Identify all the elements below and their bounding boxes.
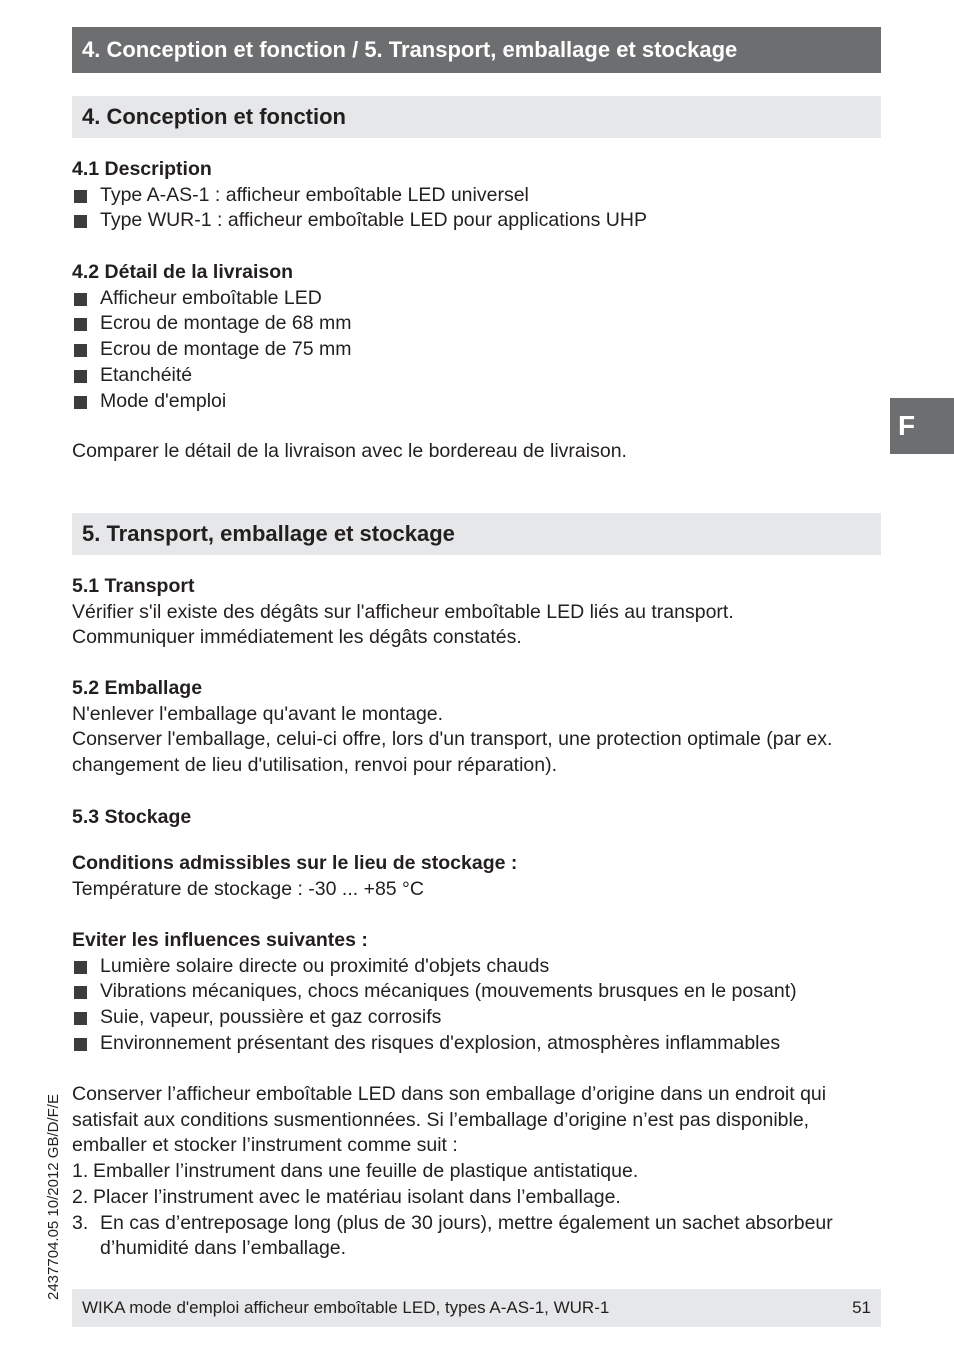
avoid-list <box>72 954 884 1057</box>
section-4-title: 4. Conception et fonction <box>72 96 881 138</box>
page-footer <box>72 1289 881 1327</box>
list-item: Type WUR-1 : afficheur emboîtable LED pour applications UHP <box>72 208 884 234</box>
heading-5-3: 5.3 Stockage <box>72 806 192 828</box>
square-bullet-icon <box>74 396 87 409</box>
avoid-heading: Eviter les influences suivantes : <box>72 929 368 951</box>
storage-instructions <box>72 1082 884 1262</box>
section-5-1 <box>72 574 884 651</box>
section-5-3 <box>72 805 884 831</box>
heading-5-2: 5.2 Emballage <box>72 677 203 699</box>
avoid-influences <box>72 928 884 1057</box>
document-code: 2437704.05 10/2012 GB/D/F/E <box>45 1094 62 1300</box>
description-list <box>72 183 884 234</box>
packaging-line: Conserver l'emballage, celui-ci offre, lors d'un transport, une protection optimale (par ex. <box>72 728 833 751</box>
list-item: 1. Emballer l’instrument dans une feuille de plastique antistatique. <box>72 1160 639 1183</box>
packaging-line: changement de lieu d'utilisation, renvoi pour réparation). <box>72 754 558 777</box>
square-bullet-icon <box>74 1038 87 1051</box>
list-item: Type A-AS-1 : afficheur emboîtable LED universel <box>72 183 884 209</box>
transport-line: Vérifier s'il existe des dégâts sur l'afficheur emboîtable LED liés au transport. <box>72 600 734 623</box>
square-bullet-icon <box>74 344 87 357</box>
square-bullet-icon <box>74 370 87 383</box>
section-5-title: 5. Transport, emballage et stockage <box>72 513 881 555</box>
storage-temperature: Température de stockage : -30 ... +85 °C <box>72 877 424 900</box>
section-4-2 <box>72 260 884 414</box>
list-item: Afficheur emboîtable LED <box>72 286 884 312</box>
square-bullet-icon <box>74 293 87 306</box>
list-item: Etanchéité <box>72 363 884 389</box>
square-bullet-icon <box>74 986 87 999</box>
list-item: Ecrou de montage de 68 mm <box>72 311 884 337</box>
list-item: Ecrou de montage de 75 mm <box>72 337 884 363</box>
conditions-heading: Conditions admissibles sur le lieu de stockage : <box>72 852 518 874</box>
page-number: 51 <box>852 1298 871 1317</box>
storage-line: satisfait aux conditions susmentionnées. Si l’emballage d’origine n’est pas disponible, <box>72 1108 810 1131</box>
heading-5-1: 5.1 Transport <box>72 575 195 597</box>
delivery-list <box>72 286 884 415</box>
storage-steps <box>72 1159 884 1262</box>
list-item: Mode d'emploi <box>72 389 884 415</box>
square-bullet-icon <box>74 215 87 228</box>
list-item: 2. Placer l’instrument avec le matériau isolant dans l’emballage. <box>72 1185 621 1208</box>
square-bullet-icon <box>74 961 87 974</box>
square-bullet-icon <box>74 1012 87 1025</box>
storage-conditions <box>72 851 884 902</box>
footer-text: WIKA mode d'emploi afficheur emboîtable LED, types A-AS-1, WUR-1 <box>82 1298 610 1317</box>
packaging-line: N'enlever l'emballage qu'avant le montage. <box>72 702 444 725</box>
storage-line: emballer et stocker l’instrument comme suit : <box>72 1134 458 1157</box>
square-bullet-icon <box>74 318 87 331</box>
section-4-1 <box>72 157 884 234</box>
list-item: 3. En cas d’entreposage long (plus de 30 jours), mettre également un sachet absorbeur d’humidité dans l’emballage. <box>72 1211 833 1260</box>
heading-4-2: 4.2 Détail de la livraison <box>72 261 294 283</box>
storage-line: Conserver l’afficheur emboîtable LED dans son emballage d’origine dans un endroit qui <box>72 1083 827 1105</box>
page-header-title: 4. Conception et fonction / 5. Transport, emballage et stockage <box>72 27 881 73</box>
list-item: Vibrations mécaniques, chocs mécaniques (mouvements brusques en le posant) <box>72 979 884 1005</box>
section-5-2 <box>72 676 884 779</box>
transport-line: Communiquer immédiatement les dégâts constatés. <box>72 626 522 649</box>
list-item: Suie, vapeur, poussière et gaz corrosifs <box>72 1005 884 1031</box>
language-tab: F <box>890 398 954 454</box>
square-bullet-icon <box>74 190 87 203</box>
list-item: Environnement présentant des risques d'explosion, atmosphères inflammables <box>72 1031 884 1057</box>
heading-4-1: 4.1 Description <box>72 158 212 180</box>
delivery-note: Comparer le détail de la livraison avec le bordereau de livraison. <box>72 440 627 462</box>
list-item: Lumière solaire directe ou proximité d'objets chauds <box>72 954 884 980</box>
